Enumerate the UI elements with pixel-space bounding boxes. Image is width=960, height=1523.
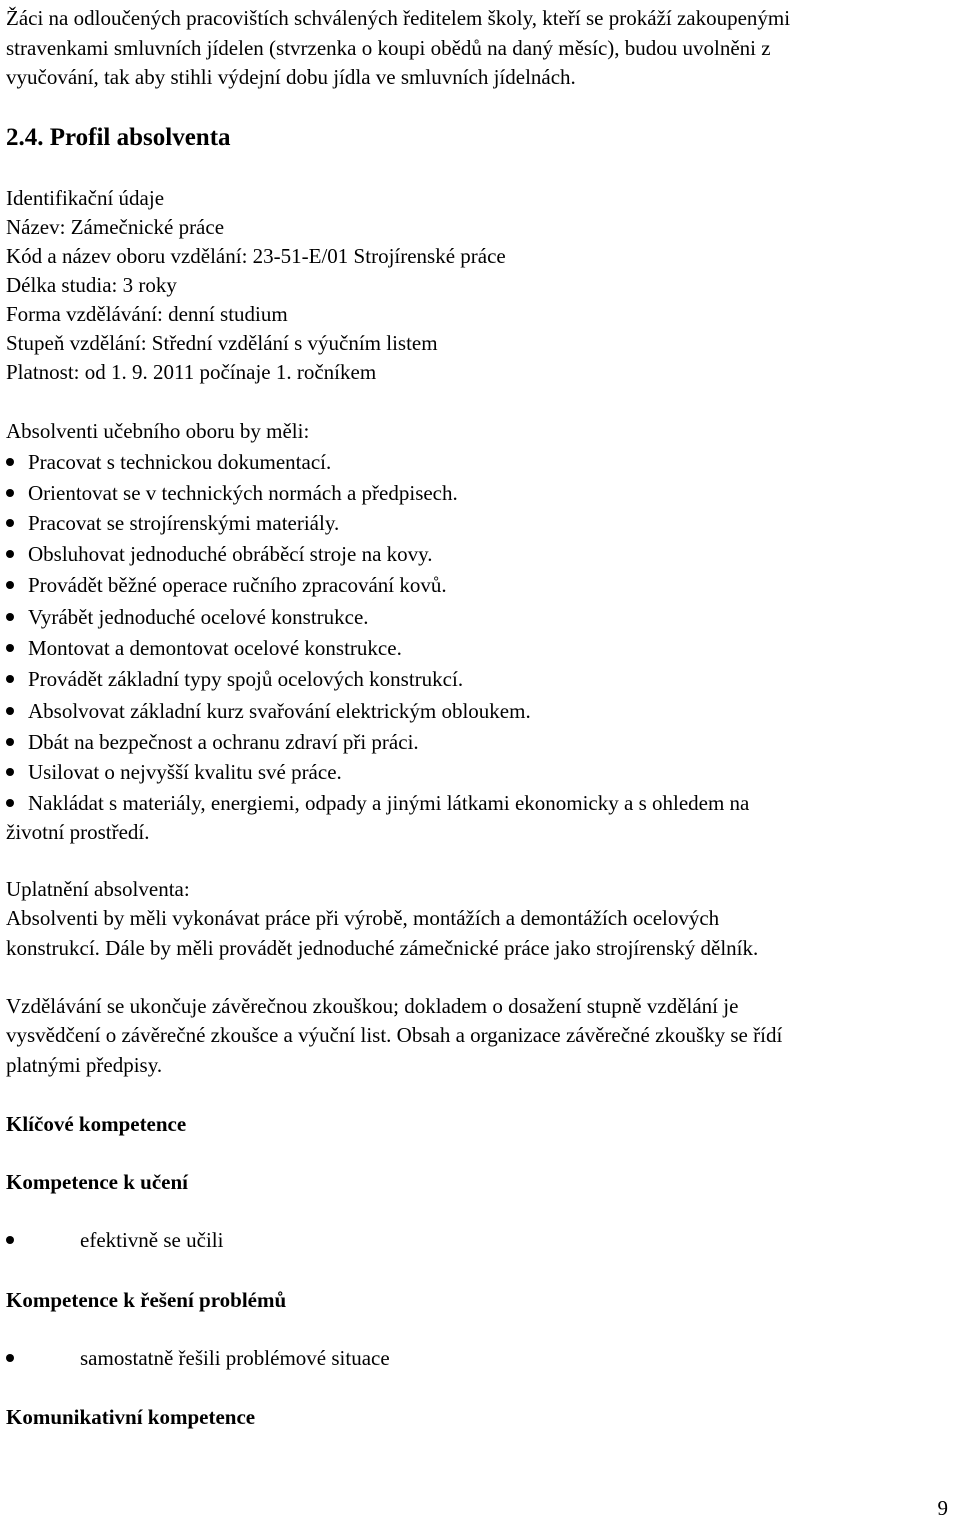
employment-heading: Uplatnění absolventa: bbox=[6, 877, 190, 901]
intro-line-2: stravenkami smluvních jídelen (stvrzenka o koupi obědů na daný měsíc), budou uvolněni z bbox=[6, 36, 771, 60]
list-item-text: Orientovat se v technických normách a předpisech. bbox=[28, 481, 458, 505]
identification-code: Kód a název oboru vzdělání: 23-51-E/01 Strojírenské práce bbox=[6, 244, 506, 268]
intro-line-3: vyučování, tak aby stihli výdejní dobu jídla ve smluvních jídelnách. bbox=[6, 65, 576, 89]
list-item-text: Usilovat o nejvyšší kvalitu své práce. bbox=[28, 760, 342, 784]
list-item-continuation: životní prostředí. bbox=[6, 820, 150, 844]
bullet-icon bbox=[6, 581, 14, 589]
completion-text-line-1: Vzdělávání se ukončuje závěrečnou zkouškou; dokladem o dosažení stupně vzdělání je bbox=[6, 994, 739, 1018]
bullet-icon bbox=[6, 738, 14, 746]
bullet-icon bbox=[6, 1236, 14, 1244]
bullet-icon bbox=[6, 458, 14, 466]
bullet-icon bbox=[6, 644, 14, 652]
identification-name: Název: Zámečnické práce bbox=[6, 215, 225, 239]
bullet-icon bbox=[6, 1354, 14, 1362]
learning-heading: Kompetence k učení bbox=[6, 1170, 188, 1194]
completion-text-line-2: vysvědčení o závěrečné zkoušce a výuční list. Obsah a organizace závěrečné zkoušky se řídí bbox=[6, 1023, 783, 1047]
list-item-text: Pracovat s technickou dokumentací. bbox=[28, 450, 332, 474]
list-item-text: Absolvovat základní kurz svařování elektrickým obloukem. bbox=[28, 699, 531, 723]
list-item-text: Provádět běžné operace ručního zpracování kovů. bbox=[28, 573, 447, 597]
page-number: 9 bbox=[937, 1496, 948, 1520]
list-item-text: efektivně se učili bbox=[80, 1228, 224, 1252]
bullet-icon bbox=[6, 799, 14, 807]
employment-text-line-2: konstrukcí. Dále by měli provádět jednoduché zámečnické práce jako strojírenský dělník. bbox=[6, 936, 759, 960]
bullet-icon bbox=[6, 550, 14, 558]
list-item-text: Obsluhovat jednoduché obráběcí stroje na kovy. bbox=[28, 542, 433, 566]
identification-level: Stupeň vzdělání: Střední vzdělání s výučním listem bbox=[6, 331, 438, 355]
bullet-icon bbox=[6, 707, 14, 715]
identification-duration: Délka studia: 3 roky bbox=[6, 273, 177, 297]
bullet-icon bbox=[6, 519, 14, 527]
communication-heading: Komunikativní kompetence bbox=[6, 1405, 256, 1429]
graduates-intro: Absolventi učebního oboru by měli: bbox=[6, 419, 310, 443]
bullet-icon bbox=[6, 489, 14, 497]
list-item-text: Montovat a demontovat ocelové konstrukce. bbox=[28, 636, 402, 660]
list-item-text: Provádět základní typy spojů ocelových konstrukcí. bbox=[28, 667, 464, 691]
bullet-icon bbox=[6, 613, 14, 621]
list-item-text: Nakládat s materiály, energiemi, odpady a jinými látkami ekonomicky a s ohledem na bbox=[28, 791, 750, 815]
bullet-icon bbox=[6, 768, 14, 776]
list-item-text: Pracovat se strojírenskými materiály. bbox=[28, 511, 340, 535]
key-competences-heading: Klíčové kompetence bbox=[6, 1112, 187, 1136]
list-item-text: samostatně řešili problémové situace bbox=[80, 1346, 390, 1370]
bullet-icon bbox=[6, 675, 14, 683]
identification-title: Identifikační údaje bbox=[6, 186, 165, 210]
employment-text-line-1: Absolventi by měli vykonávat práce při výrobě, montážích a demontážích ocelových bbox=[6, 906, 720, 930]
list-item-text: Dbát na bezpečnost a ochranu zdraví při práci. bbox=[28, 730, 419, 754]
problem-solving-heading: Kompetence k řešení problémů bbox=[6, 1288, 287, 1312]
identification-form: Forma vzdělávání: denní studium bbox=[6, 302, 288, 326]
list-item-text: Vyrábět jednoduché ocelové konstrukce. bbox=[28, 605, 369, 629]
intro-line-1: Žáci na odloučených pracovištích schválených ředitelem školy, kteří se prokáží zakoupenými bbox=[6, 6, 791, 30]
identification-validity: Platnost: od 1. 9. 2011 počínaje 1. ročníkem bbox=[6, 360, 377, 384]
completion-text-line-3: platnými předpisy. bbox=[6, 1053, 163, 1077]
section-heading: 2.4. Profil absolventa bbox=[6, 124, 231, 151]
